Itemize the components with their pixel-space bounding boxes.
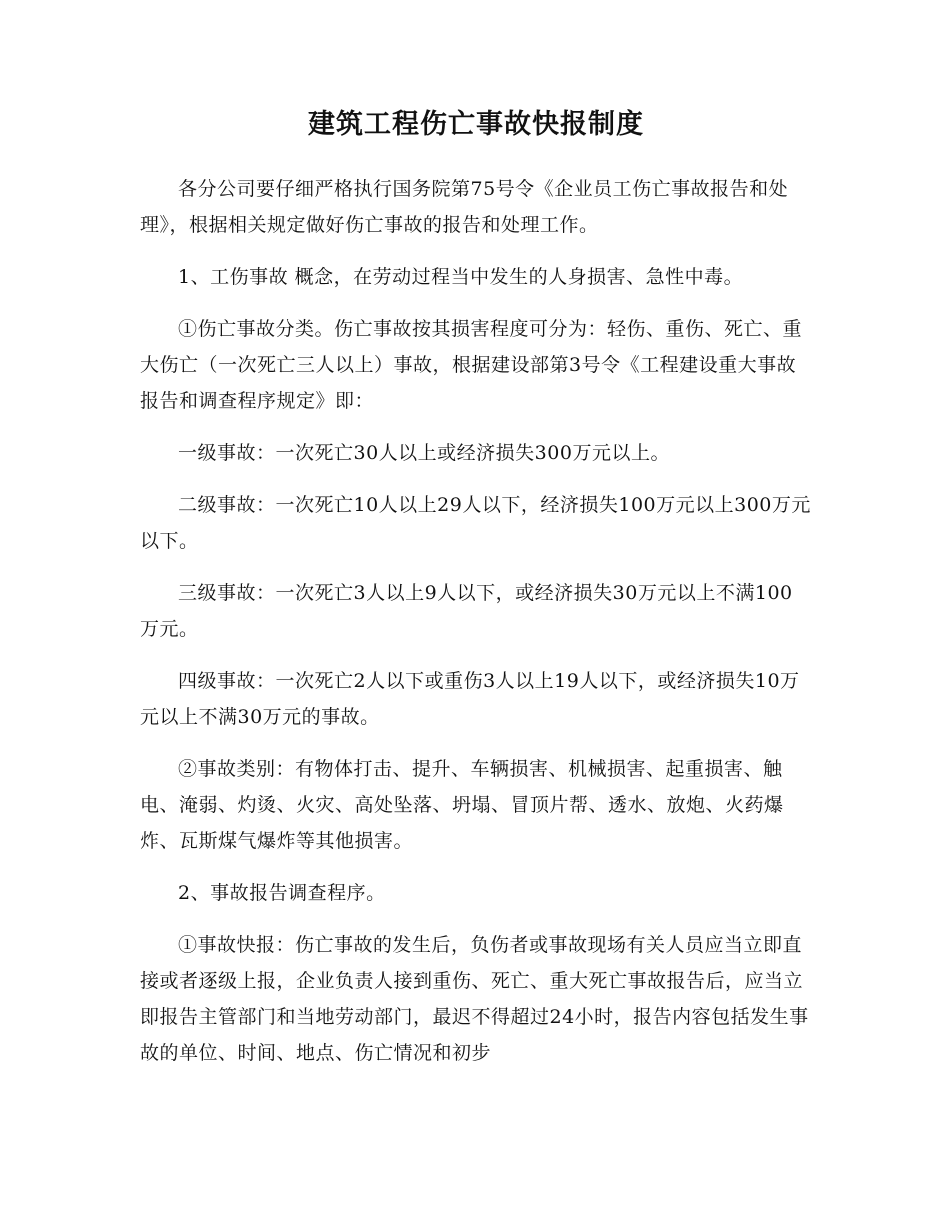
paragraph-level-1: 一级事故：一次死亡30人以上或经济损失300万元以上。	[178, 442, 670, 464]
paragraph-level-4: 四级事故：一次死亡2人以下或重伤3人以上19人以下，或经济损失10万元以上不满30万元的事故。	[140, 670, 800, 728]
paragraph-accident-types: ②事故类别：有物体打击、提升、车辆损害、机械损害、起重损害、触电、淹弱、灼烫、火灾、高处坠落、坍塌、冒顶片帮、透水、放炮、火药爆炸、瓦斯煤气爆炸等其他损害。	[140, 758, 784, 852]
paragraph-accident-classification: ①伤亡事故分类。伤亡事故按其损害程度可分为：轻伤、重伤、死亡、重大伤亡（一次死亡三人以上）事故，根据建设部第3号令《工程建设重大事故报告和调查程序规定》即：	[140, 318, 803, 412]
paragraph-injury-concept: 1、工伤事故 概念，在劳动过程当中发生的人身损害、急性中毒。	[178, 266, 744, 288]
paragraph-report-procedure: 2、事故报告调查程序。	[178, 882, 386, 904]
paragraph-quick-report: ①事故快报：伤亡事故的发生后，负伤者或事故现场有关人员应当立即直接或者逐级上报，企业负责人接到重伤、死亡、重大死亡事故报告后，应当立即报告主管部门和当地劳动部门，最迟不得超过24小时，报告内容包括发生事故的单位、时间、地点、伤亡情况和初步	[140, 934, 809, 1064]
paragraph-level-3: 三级事故：一次死亡3人以上9人以下，或经济损失30万元以上不满100万元。	[140, 582, 793, 640]
paragraph-intro: 各分公司要仔细严格执行国务院第75号令《企业员工伤亡事故报告和处理》，根据相关规定做好伤亡事故的报告和处理工作。	[140, 178, 789, 236]
document-page	[140, 105, 812, 1087]
document-title: 建筑工程伤亡事故快报制度	[308, 109, 644, 140]
paragraph-level-2: 二级事故：一次死亡10人以上29人以下，经济损失100万元以上300万元以下。	[140, 494, 811, 552]
